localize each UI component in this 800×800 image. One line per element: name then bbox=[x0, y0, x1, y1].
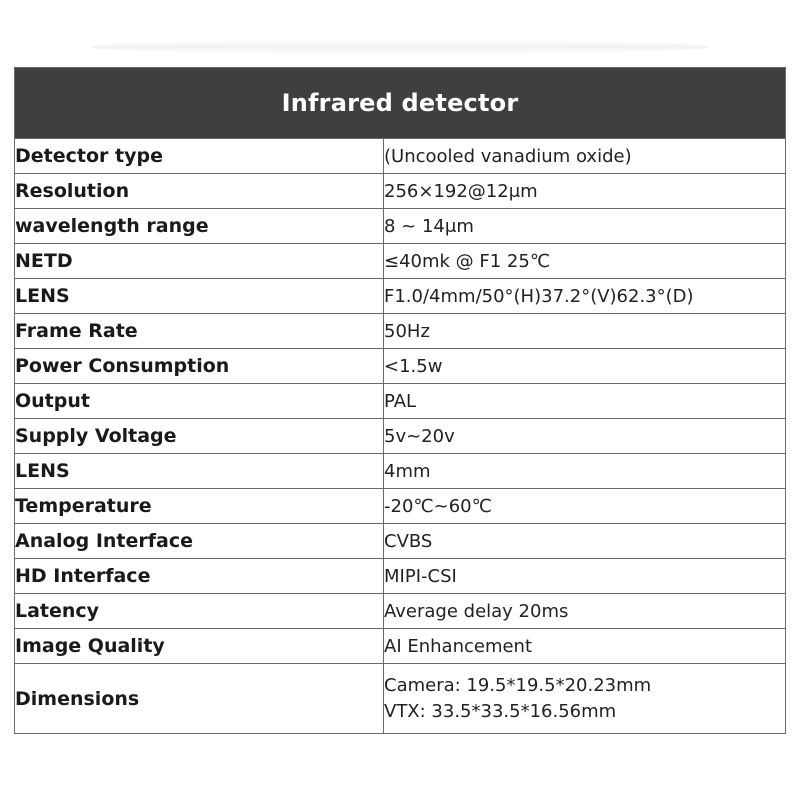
table-row bbox=[15, 594, 786, 629]
row-label: wavelength range bbox=[15, 209, 384, 244]
dimensions-camera: Camera: 19.5*19.5*20.23mm bbox=[384, 674, 652, 696]
row-label: Power Consumption bbox=[15, 349, 384, 384]
row-label: LENS bbox=[15, 454, 384, 489]
table-row bbox=[15, 454, 786, 489]
row-label: LENS bbox=[15, 279, 384, 314]
row-value: AI Enhancement bbox=[384, 629, 786, 664]
row-value: -20℃~60℃ bbox=[384, 489, 786, 524]
row-label: Image Quality bbox=[15, 629, 384, 664]
row-value: ≤40mk @ F1 25℃ bbox=[384, 244, 786, 279]
table-row bbox=[15, 384, 786, 419]
table-row bbox=[15, 209, 786, 244]
row-value: MIPI-CSI bbox=[384, 559, 786, 594]
table-row bbox=[15, 559, 786, 594]
row-label: Analog Interface bbox=[15, 524, 384, 559]
row-value: Average delay 20ms bbox=[384, 594, 786, 629]
dimensions-vtx: VTX: 33.5*33.5*16.56mm bbox=[384, 700, 617, 722]
table-row-dimensions bbox=[15, 664, 786, 734]
table-row bbox=[15, 419, 786, 454]
row-label: Output bbox=[15, 384, 384, 419]
row-value: 4mm bbox=[384, 454, 786, 489]
row-label: Resolution bbox=[15, 174, 384, 209]
row-value: 256×192@12μm bbox=[384, 174, 786, 209]
row-value: (Uncooled vanadium oxide) bbox=[384, 139, 786, 174]
table-header-row bbox=[15, 68, 786, 139]
row-label: Temperature bbox=[15, 489, 384, 524]
row-value: 50Hz bbox=[384, 314, 786, 349]
table-row bbox=[15, 139, 786, 174]
table-row bbox=[15, 279, 786, 314]
table-row bbox=[15, 489, 786, 524]
row-value: 8 ~ 14μm bbox=[384, 209, 786, 244]
row-value: CVBS bbox=[384, 524, 786, 559]
spec-table bbox=[14, 67, 786, 734]
table-row bbox=[15, 314, 786, 349]
table-row bbox=[15, 524, 786, 559]
row-label: Supply Voltage bbox=[15, 419, 384, 454]
table-title: Infrared detector bbox=[15, 68, 786, 139]
row-value: F1.0/4mm/50°(H)37.2°(V)62.3°(D) bbox=[384, 279, 786, 314]
row-label: Frame Rate bbox=[15, 314, 384, 349]
table-row bbox=[15, 349, 786, 384]
row-label: NETD bbox=[15, 244, 384, 279]
row-value: PAL bbox=[384, 384, 786, 419]
row-label: Latency bbox=[15, 594, 384, 629]
table-row bbox=[15, 629, 786, 664]
row-label: Dimensions bbox=[15, 664, 384, 734]
decorative-shadow bbox=[90, 40, 710, 54]
row-value: <1.5w bbox=[384, 349, 786, 384]
row-label: HD Interface bbox=[15, 559, 384, 594]
row-label: Detector type bbox=[15, 139, 384, 174]
table-row bbox=[15, 244, 786, 279]
table-row bbox=[15, 174, 786, 209]
row-value: 5v~20v bbox=[384, 419, 786, 454]
dimensions-value bbox=[384, 664, 786, 734]
